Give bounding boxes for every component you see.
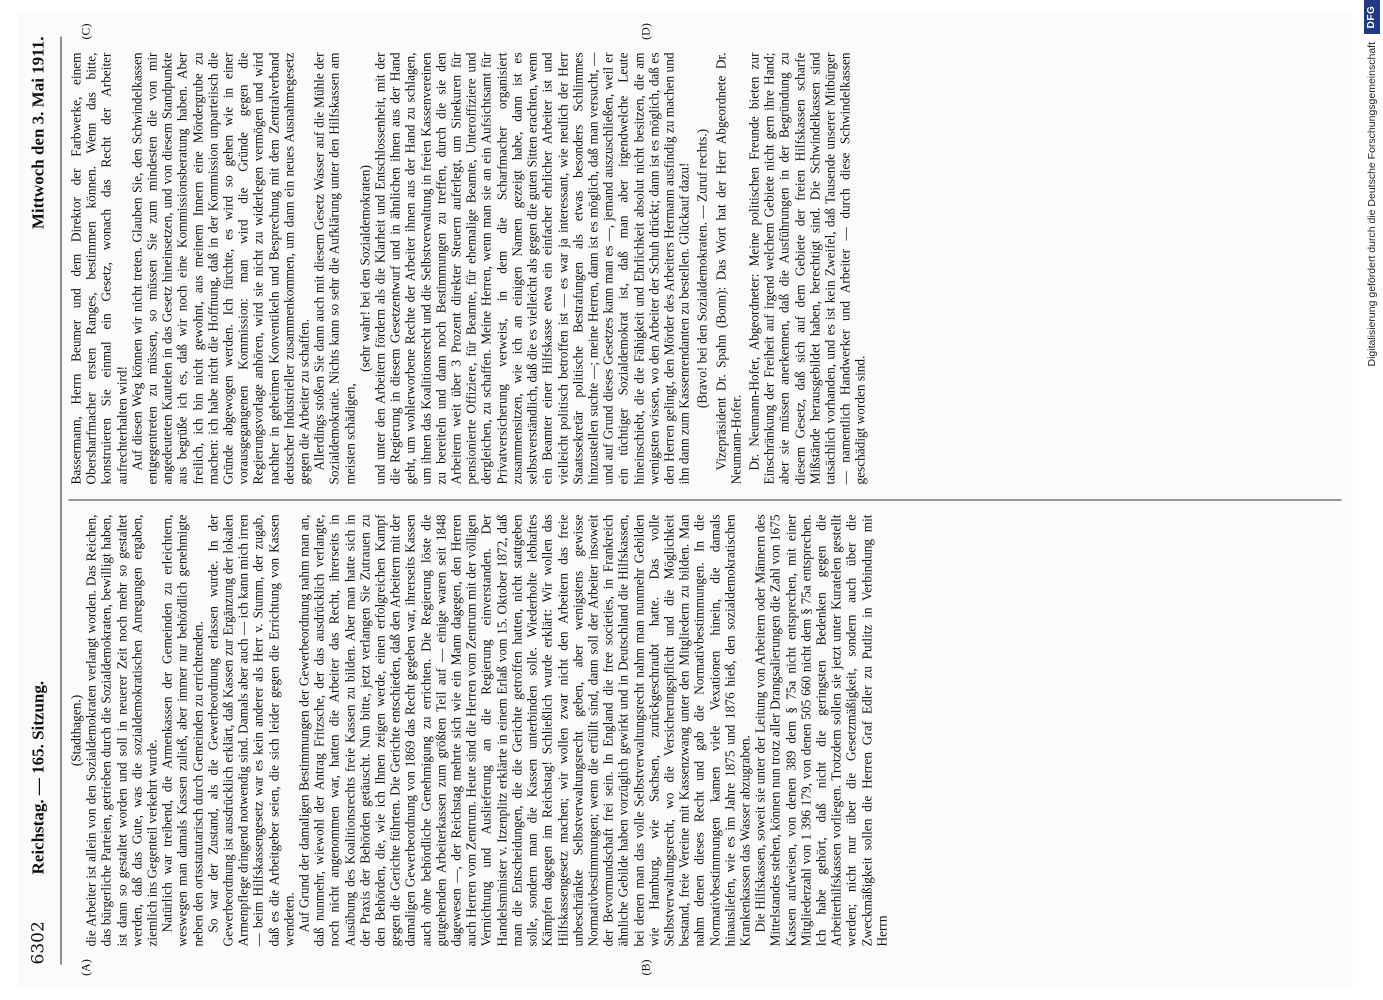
rotated-page-content: [18, 15, 1353, 987]
paragraph: Dr. Neumann-Hofer, Abgeordneter: Meine politischen Freunde bieten zur Einschränkung der Freiheit auf irgend welchem Gebiete nicht gern ihre Hand; aber sie müssen anerkennen, daß die Ausführungen in der Begründung zu diesem Gesetz, daß sich auf dem Gebiete der freien Hilfskassen scharfe Mißstände herausgebildet haben, berechtigt sind. Die Schwindelkassen sind tatsächlich vorhanden, und es ist kein Zweifel, daß Tausende unserer Mitbürger — namentlich Handwerker und Arbeiter — durch diese Schwindelkassen geschädigt worden sind.: [745, 52, 868, 485]
session-title: Reichstag. — 165. Sitzung.: [28, 680, 47, 875]
dfg-sidebar-rotated: [1362, 0, 1382, 1000]
paragraph: Vizepräsident Dr. Spahn (Bonn): Das Wort hat der Herr Abgeordnete Dr. Neumann-Hofer.: [712, 52, 743, 485]
margin-mark-d: (D): [638, 23, 652, 40]
dfg-sidebar: [1360, 0, 1383, 1000]
margin-mark-a: (A): [78, 959, 92, 976]
interjection: (Bravo! bei den Sozialdemokraten. — Zuruf rechts.): [694, 128, 710, 409]
page-number: 6302: [28, 921, 48, 965]
funding-note: Digitalisierung gefördert durch die Deutsche Forschungsgemeinschaft: [1365, 42, 1378, 367]
paragraph: Bassermann, Herrn Beumer und dem Direktor der Farbwerke, einem Obersharfmacher ersten Ranges, bestimmen können. Wenn das bitte, konstruieren Sie einmal ein Gesetz, wonach das Recht der Arbeiter aufrechterhalten wird!: [68, 52, 129, 485]
right-column: [68, 53, 1341, 485]
paragraph: Auf Grund der damaligen Bestimmungen der Gewerbeordnung nahm man an, daß nunmehr, wiewohl der Antrag Fritzsche, der das ausdrücklich verlangte, noch nicht angenommen war, hatten die Arbeiter das Recht, ihrerseits in Ausübung des Koalitionsrechts freie Kassen zu bilden. Aber man hatte sich in der Praxis der Behörden getäuscht. Nun bitte, jetzt verlangen Sie Zutrauen zu den Behörden, die, wie ich Ihnen zeigen werde, einen erfolgreichen Kampf gegen die Gerichte führten. Die Gerichte entschieden, daß den Arbeitern mit der damaligen Gewerbeordnung von 1869 das Recht gegeben war, ihrerseits Kassen auch ohne behördliche Genehmigung zu errichten. Die Regierung löste die gutgehenden Arbeiterkassen zum größten Teil auf — einige waren seit 1848 dagewesen —, der Reichstag mehrte sich wie ein Mann dagegen, den Herren auch Herren vom Zentrum. Heute sind die Herren vom Zentrum mit der völligen Vernichtung und Auslieferung an die Regierung einverstanden. Der Handelsminister v. Itzenplitz erklärte in einem Erlaß vom 15. Oktober 1872, daß man die Entscheidungen, die die Gerichte getroffen hatten, nicht stattgeben solle, sondern man die Kassen unterbinden solle. Wiederholte lebhaftes Kämpfen dagegen im Reichstag! Schließlich wurde erklärt: Wir wollen das Hilfskassengesetz machen; wir wollen zwar nicht den Arbeitern das freie unbeschränkte Selbstverwaltungsrecht geben, aber wenigstens gewisse Normativbestimmungen; wenn die erfüllt sind, dann soll der Arbeiter insoweit der Bevormundschaft frei sein. In England die free societies, in Frankreich ähnliche Gebilde haben vorzüglich gewirkt und in Deutschland die Hilfskassen, bei denen man das volle Selbstverwaltungsrecht nahm man nunmehr Gebilden wie Hamburg, wie Sachsen, zurückgeschraubt hatte. Das volle Selbstverwaltungsrecht, wo die Versicherungspflicht und die Möglichkeit bestand, freie Vereine mit Kassenzwang unter den Mitgliedern zu bilden. Man nahm denen dieses Recht und gab die Normativbestimmungen. In die Normativbestimmungen kamen viele Vexationen hinein, die damals hinausliefen, wie es im Jahre 1875 und 1876 hieß, den sozialdemokratischen Krankenkassen das Wasser abzugraben.: [296, 514, 752, 947]
left-column: [68, 515, 1341, 947]
paragraph: Auf diesen Weg können wir nicht treten. Glauben Sie, den Schwindelkassen entgegentreten zu müssen, so müssen Sie zum mindesten die von mir angedeuteten Kautelen in das Gesetz hineinsetzen, und von diesem Standpunkte aus begrüße ich es, daß wir noch eine Kommissionsberatung haben. Aber freilich, ich bin nicht gewohnt, aus meinem Innern eine Mördergrube zu machen: ich habe nicht die Hoffnung, daß in der Kommission unparteiisch die Gründe abgewogen werden. Ich fürchte, es wird so gehen wie in einer vorausgegangenen Kommission: man wird die Gründe gegen die Regierungsvorlage anhören, wird sie nicht zu widerlegen vermögen und wird nachher in geheimen Konventikeln und Besprechung mit dem Zentralverband deutscher Industrieller zusammenkommen, um dann ein neues Ausnahmegesetz gegen die Arbeiter zu schaffen.: [128, 52, 312, 485]
margin-mark-c: (C): [78, 23, 92, 40]
paragraph: und unter den Arbeitern fördern als die Klarheit und Entschlossenheit, mit der die Regierung in diesem Gesetzentwurf und in ähnlichen ihnen aus der Hand geht, um wohlerworbene Rechte der Arbeiter ihnen aus der Hand zu schlagen, um ihnen das Koalitionsrecht und die Selbstverwaltung in freien Kassenvereinen zu bereiteln und dann noch Bestimmungen zu treffen, durch die sie den Arbeitern weit über 3 Prozent direkter Steuern auferlegt, um Sinekuren für pensionierte Offiziere, für Beamte, für ehemalige Beamte, Unteroffiziere und dergleichen, zu schaffen. Meine Herren, wenn man sie an ein Aufsichtsamt für Privatversicherung verweist, in dem die Scharfmacher organisiert zusammensitzen, wie ich an einigen Namen gezeigt habe, dann ist es selbstverständlich, daß die es vielleicht als gegen die guten Sitten erachten, wenn ein Beamter einer Hilfskasse etwa ein einfacher ehrlicher Arbeiter ist und vielleicht politisch betroffen ist — es war ja interessant, wie neulich der Herr Staatssekretär politische Bestrafungen als etwas besonders Schlimmes hinzustellen suchte —; meine Herren, dann ist es möglich, daß man versucht, — und auf Grund dieses Gesetzes kann man es —, jemand auszuschließen, weil er ein tüchtiger Sozialdemokrat ist, daß man aber irgendwelche Leute hineinschiebt, die die Fähigkeit und Ehrlichkeit absolut nicht besitzen, die am wenigsten wissen, wo den Arbeiter der Schuh drückt; dann ist es möglich, daß es den Herren gelingt, den Mörder des Arbeiters Hermann ausfindig zu machen und ihn dann zum Kassenrendanten zu bestellen. Glückauf dazu!: [372, 52, 692, 485]
header-rule: [60, 37, 61, 965]
paragraph: Allerdings stoßen Sie dann auch mit diesem Gesetz Wasser auf die Mühle der Sozialdemokratie. Nichts kann so sehr die Aufklärung unter den Hilfskassen am meisten schädigen,: [311, 52, 357, 485]
column-divider: [68, 500, 1341, 501]
dfg-logo: DFG: [1364, 0, 1380, 34]
speaker-tag: (Stadthagen.): [68, 694, 83, 767]
interjection: (sehr wahr! bei den Sozialdemokraten): [356, 165, 372, 372]
running-head: [24, 37, 58, 965]
scanned-page: [18, 14, 1353, 986]
session-date: Mittwoch den 3. Mai 1911.: [28, 36, 47, 230]
paragraph: Natürlich war treibend, die Armenkassen der Gemeinden zu erleichtern, weswegen man damals Kassen zuließ, aber immer nur behördlich genehmigte neben den ortsstatutarisch durch Gemeinden zu errichtenden.: [159, 514, 205, 947]
paragraph: Die Hilfskassen, soweit sie unter der Leitung von Arbeitern oder Männern des Mittelstandes stehen, können nun trotz aller Drangsalierungen die Zahl von 1675 Kassen aufweisen, von denen 389 dem § 75a nicht entsprechen, mit einer Mitgliederzahl von 1 396 179, von denen 505 660 nicht dem § 75a entsprechen. Ich habe gehört, daß nicht die geringsten Bedenken gegen die Arbeiterhilfskassen vorliegen. Trotzdem sollen sie jetzt unter Kuratelen gestellt werden; nicht nur über die Gesetzmäßigkeit, sondern auch über die Zweckmäßigkeit sollen die Herren Graf Edler zu Putlitz in Verbindung mit Herrn: [752, 514, 889, 947]
margin-mark-b: (B): [638, 959, 652, 976]
paragraph: So war der Zustand, als die Gewerbeordnung erlassen wurde. In der Gewerbeordnung ist ausdrücklich erklärt, daß Kassen zur Ergänzung der lokalen Armenpflege dringend notwendig sind. Damals aber auch — ich kann mich irren — beim Hilfskassengesetz war es kein anderer als Herr v. Stumm, der zugab, daß es die Arbeitgeber seien, die sich leider gegen die Errichtung von Kassen wendeten.: [204, 514, 296, 947]
paragraph: die Arbeiter ist allein von den Sozialdemokraten verlangt worden. Das Reichen, das bürgerliche Parteien, getrieben durch die Sozialdemokraten, bewilligt haben, ist dann so gestaltet worden und soll in neuerer Zeit noch mehr so gestaltet werden, daß das Gute, was die sozialdemokratischen Anregungen ergaben, ziemlich ins Gegenteil verkehrt wurde.: [83, 514, 160, 947]
